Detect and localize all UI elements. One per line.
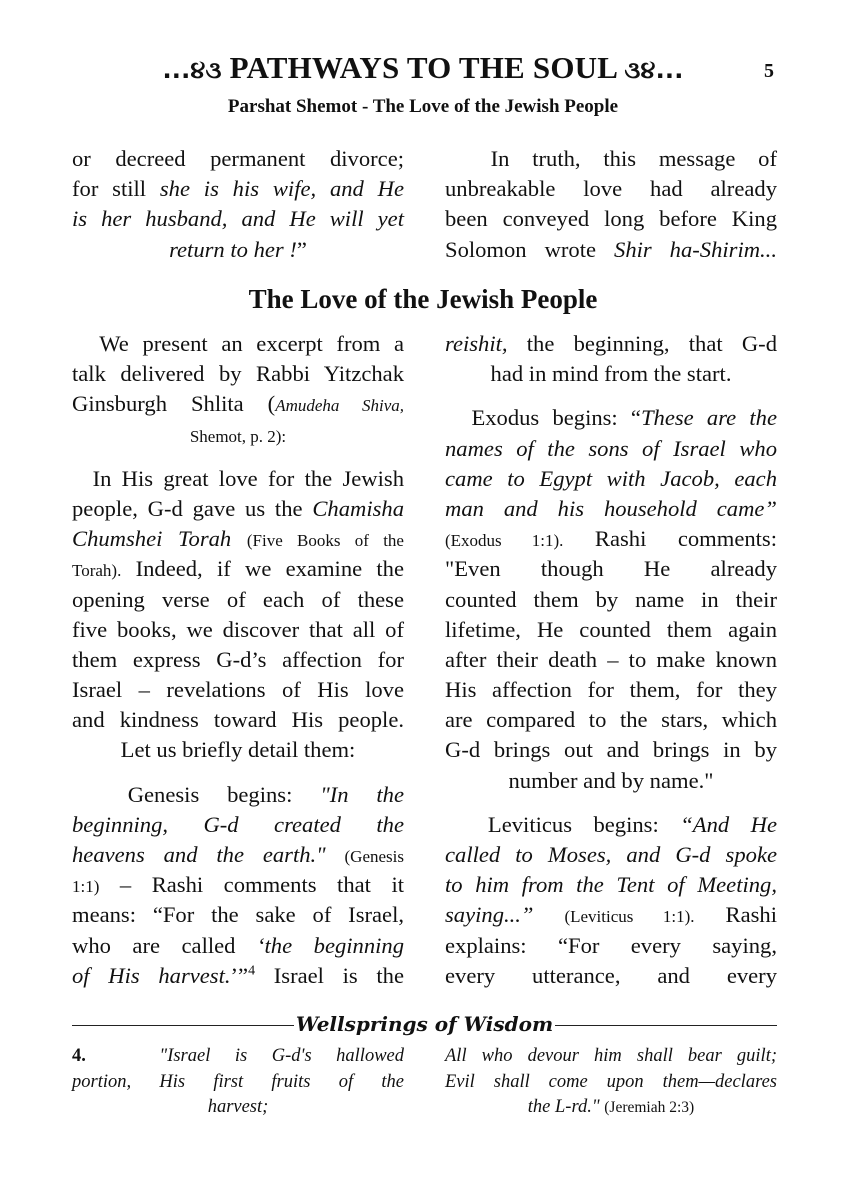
text-segment: ” xyxy=(296,236,307,262)
text-segment: – Rashi comments that it xyxy=(99,872,404,898)
text-segment: or decreed permanent divorce; xyxy=(72,146,404,171)
text-segment: is her husband, and He will yet xyxy=(72,206,404,232)
text-segment: Rashi xyxy=(694,902,777,928)
text-segment: Genesis begins: xyxy=(72,781,321,807)
ornament-right-icon: ૩૪... xyxy=(624,56,684,84)
text-line xyxy=(445,705,777,735)
text-segment: return to her ! xyxy=(169,236,297,262)
text-segment: number and by name." xyxy=(508,767,714,793)
text-line xyxy=(445,434,777,464)
text-segment: (Jeremiah 2:3) xyxy=(604,1099,695,1116)
text-segment: after their death – to make known xyxy=(445,646,777,672)
text-line xyxy=(445,615,777,645)
text-line xyxy=(72,235,404,265)
text-line xyxy=(72,174,404,204)
text-segment: “And He xyxy=(680,811,777,837)
text-segment: Shir ha-Shirim... xyxy=(614,236,777,262)
text-segment: harvest; xyxy=(207,1097,269,1117)
text-line xyxy=(72,1044,404,1070)
text-line xyxy=(72,554,404,584)
text-line xyxy=(72,900,404,930)
text-segment: In His great love for the Jewish xyxy=(72,465,404,491)
text-line xyxy=(445,585,777,615)
book-title-text: PATHWAYS TO THE SOUL xyxy=(229,50,617,85)
text-segment: are compared to the stars, which xyxy=(445,707,777,733)
text-segment: saying...” xyxy=(445,902,565,928)
text-line xyxy=(445,961,777,991)
text-segment: "Israel is G-d's hallowed xyxy=(85,1046,404,1066)
text-segment: Shemot, p. 2): xyxy=(189,426,287,446)
text-line xyxy=(72,1070,404,1096)
text-line xyxy=(72,204,404,234)
text-line xyxy=(445,359,777,389)
text-segment: ( xyxy=(267,391,276,417)
text-segment: Solomon wrote xyxy=(445,236,615,262)
text-segment: Let us briefly detail them: xyxy=(120,737,356,763)
text-segment: means: “For the sake of Israel, xyxy=(72,902,404,928)
text-segment: opening verse of each of these xyxy=(72,586,404,612)
text-line xyxy=(445,554,777,584)
left-column xyxy=(72,329,404,1005)
text-segment: who are called xyxy=(72,932,257,958)
text-segment: Indeed, if we examine the xyxy=(121,556,404,582)
text-segment: the beginning, that G-d xyxy=(507,331,777,356)
text-line xyxy=(445,840,777,870)
text-line xyxy=(445,494,777,524)
text-segment: "Even though He already xyxy=(445,556,777,582)
right-column xyxy=(445,329,777,1005)
text-segment: 1:1) xyxy=(72,877,100,897)
text-line xyxy=(445,900,777,930)
text-line xyxy=(72,780,404,810)
text-segment: portion, His first fruits of the xyxy=(72,1071,404,1092)
running-header xyxy=(0,50,846,90)
text-segment: (Exodus 1:1). xyxy=(445,531,564,551)
text-line xyxy=(72,144,404,174)
text-segment: people, G-d gave us the xyxy=(72,495,313,521)
text-line xyxy=(445,235,777,265)
text-line xyxy=(445,870,777,900)
text-segment: Leviticus begins: xyxy=(445,811,681,837)
text-segment: Ginsburgh Shlita xyxy=(72,391,268,417)
text-segment: All who devour him shall bear guilt; xyxy=(445,1046,777,1066)
section-heading: The Love of the Jewish People xyxy=(248,284,598,314)
text-line xyxy=(445,766,777,796)
text-line xyxy=(445,329,777,359)
paragraph xyxy=(72,1044,404,1121)
text-segment: for still xyxy=(72,176,160,202)
paragraph xyxy=(72,464,404,766)
paragraph xyxy=(445,144,777,265)
text-line xyxy=(445,675,777,705)
text-line xyxy=(72,389,404,419)
text-segment: His affection for them, for they xyxy=(445,677,777,703)
text-segment: 4 xyxy=(248,963,256,979)
text-segment: ’” xyxy=(230,962,249,988)
text-line xyxy=(445,735,777,765)
text-segment: unbreakable love had already xyxy=(445,176,777,202)
text-line xyxy=(72,840,404,870)
text-line xyxy=(445,1070,777,1096)
text-segment: We present an excerpt from a xyxy=(72,331,404,356)
text-segment: called to Moses, and G-d spoke xyxy=(445,842,777,867)
text-segment: Exodus begins: “ xyxy=(445,405,641,431)
paragraph xyxy=(72,329,404,450)
text-line xyxy=(72,735,404,765)
separator-label: Wellsprings of Wisdom xyxy=(295,1012,554,1036)
text-line xyxy=(72,961,404,991)
text-segment: talk delivered by Rabbi Yitzchak xyxy=(72,361,404,387)
paragraph xyxy=(445,403,777,795)
text-line xyxy=(445,1095,777,1121)
text-segment: every utterance, and every xyxy=(445,962,777,988)
text-line xyxy=(72,645,404,675)
text-line xyxy=(72,615,404,645)
text-segment: G-d brings out and brings in by xyxy=(445,737,777,763)
text-line xyxy=(72,931,404,961)
text-line xyxy=(72,359,404,389)
text-segment: "In the xyxy=(320,781,404,807)
text-line xyxy=(445,810,777,840)
text-segment: she is his wife, and He xyxy=(159,176,405,202)
text-line xyxy=(445,464,777,494)
text-line xyxy=(445,204,777,234)
text-line xyxy=(72,524,404,554)
paragraph xyxy=(445,810,777,991)
text-line xyxy=(445,931,777,961)
text-line xyxy=(72,585,404,615)
chapter-subtitle: Parshat Shemot - The Love of the Jewish People xyxy=(227,96,619,117)
top-left-column xyxy=(72,144,404,279)
text-segment: Israel – revelations of His love xyxy=(72,677,404,703)
text-segment: Chamisha xyxy=(312,495,404,521)
text-line xyxy=(72,675,404,705)
text-segment: Israel is the xyxy=(255,962,405,988)
paragraph xyxy=(445,1044,777,1121)
text-line xyxy=(72,494,404,524)
text-segment: names of the sons of Israel who xyxy=(445,435,777,461)
text-line xyxy=(445,403,777,433)
text-line xyxy=(445,1044,777,1070)
text-line xyxy=(72,420,404,450)
text-segment: and kindness toward His people. xyxy=(72,707,404,733)
text-segment: Evil shall come upon them—declares xyxy=(445,1071,777,1092)
footnote-separator xyxy=(72,1012,777,1038)
footnote-right xyxy=(445,1044,777,1135)
text-segment: These are the xyxy=(640,405,778,431)
text-segment: had in mind from the start. xyxy=(490,361,732,387)
text-line xyxy=(72,870,404,900)
text-segment: lifetime, He counted them again xyxy=(445,616,777,642)
text-segment: been conveyed long before King xyxy=(445,206,777,232)
text-segment: heavens and the earth." xyxy=(72,842,345,867)
text-segment: man and his household came” xyxy=(445,495,777,521)
text-segment: Rashi comments: xyxy=(563,526,777,552)
text-segment: (Genesis xyxy=(344,847,404,866)
text-line xyxy=(445,174,777,204)
text-line xyxy=(72,1095,404,1121)
text-segment: counted them by name in their xyxy=(445,586,777,612)
top-right-column xyxy=(445,144,777,279)
text-line xyxy=(72,810,404,840)
text-segment: In truth, this message of xyxy=(445,146,777,171)
paragraph xyxy=(72,144,404,265)
text-line xyxy=(445,645,777,675)
text-segment: of His harvest. xyxy=(72,962,231,988)
text-segment: Chumshei Torah xyxy=(72,526,247,552)
text-segment: the L-rd." xyxy=(527,1097,605,1117)
text-segment: Torah). xyxy=(72,561,122,581)
paragraph xyxy=(445,329,777,389)
text-segment: (Leviticus 1:1). xyxy=(564,907,695,927)
book-title xyxy=(0,50,846,86)
text-segment: Amudeha Shiva, xyxy=(275,396,404,416)
text-segment: to him from the Tent of Meeting, xyxy=(445,872,777,898)
text-line xyxy=(72,705,404,735)
text-segment: (Five Books of the xyxy=(246,531,404,551)
ornament-left-icon: ...૪૩ xyxy=(162,56,222,84)
text-segment: explains: “For every saying, xyxy=(445,932,777,958)
paragraph xyxy=(72,780,404,991)
footnote-left xyxy=(72,1044,404,1135)
page-number: 5 xyxy=(764,60,774,82)
text-segment: ‘the beginning xyxy=(257,932,405,958)
text-line xyxy=(72,329,404,359)
text-segment: them express G-d’s affection for xyxy=(72,646,404,672)
text-segment: reishit, xyxy=(445,331,508,356)
text-line xyxy=(445,144,777,174)
text-line xyxy=(72,464,404,494)
text-segment: five books, we discover that all of xyxy=(72,616,404,642)
text-segment: beginning, G-d created the xyxy=(72,811,404,837)
text-line xyxy=(445,524,777,554)
text-segment: came to Egypt with Jacob, each xyxy=(445,465,777,491)
text-segment: 4. xyxy=(72,1046,86,1066)
